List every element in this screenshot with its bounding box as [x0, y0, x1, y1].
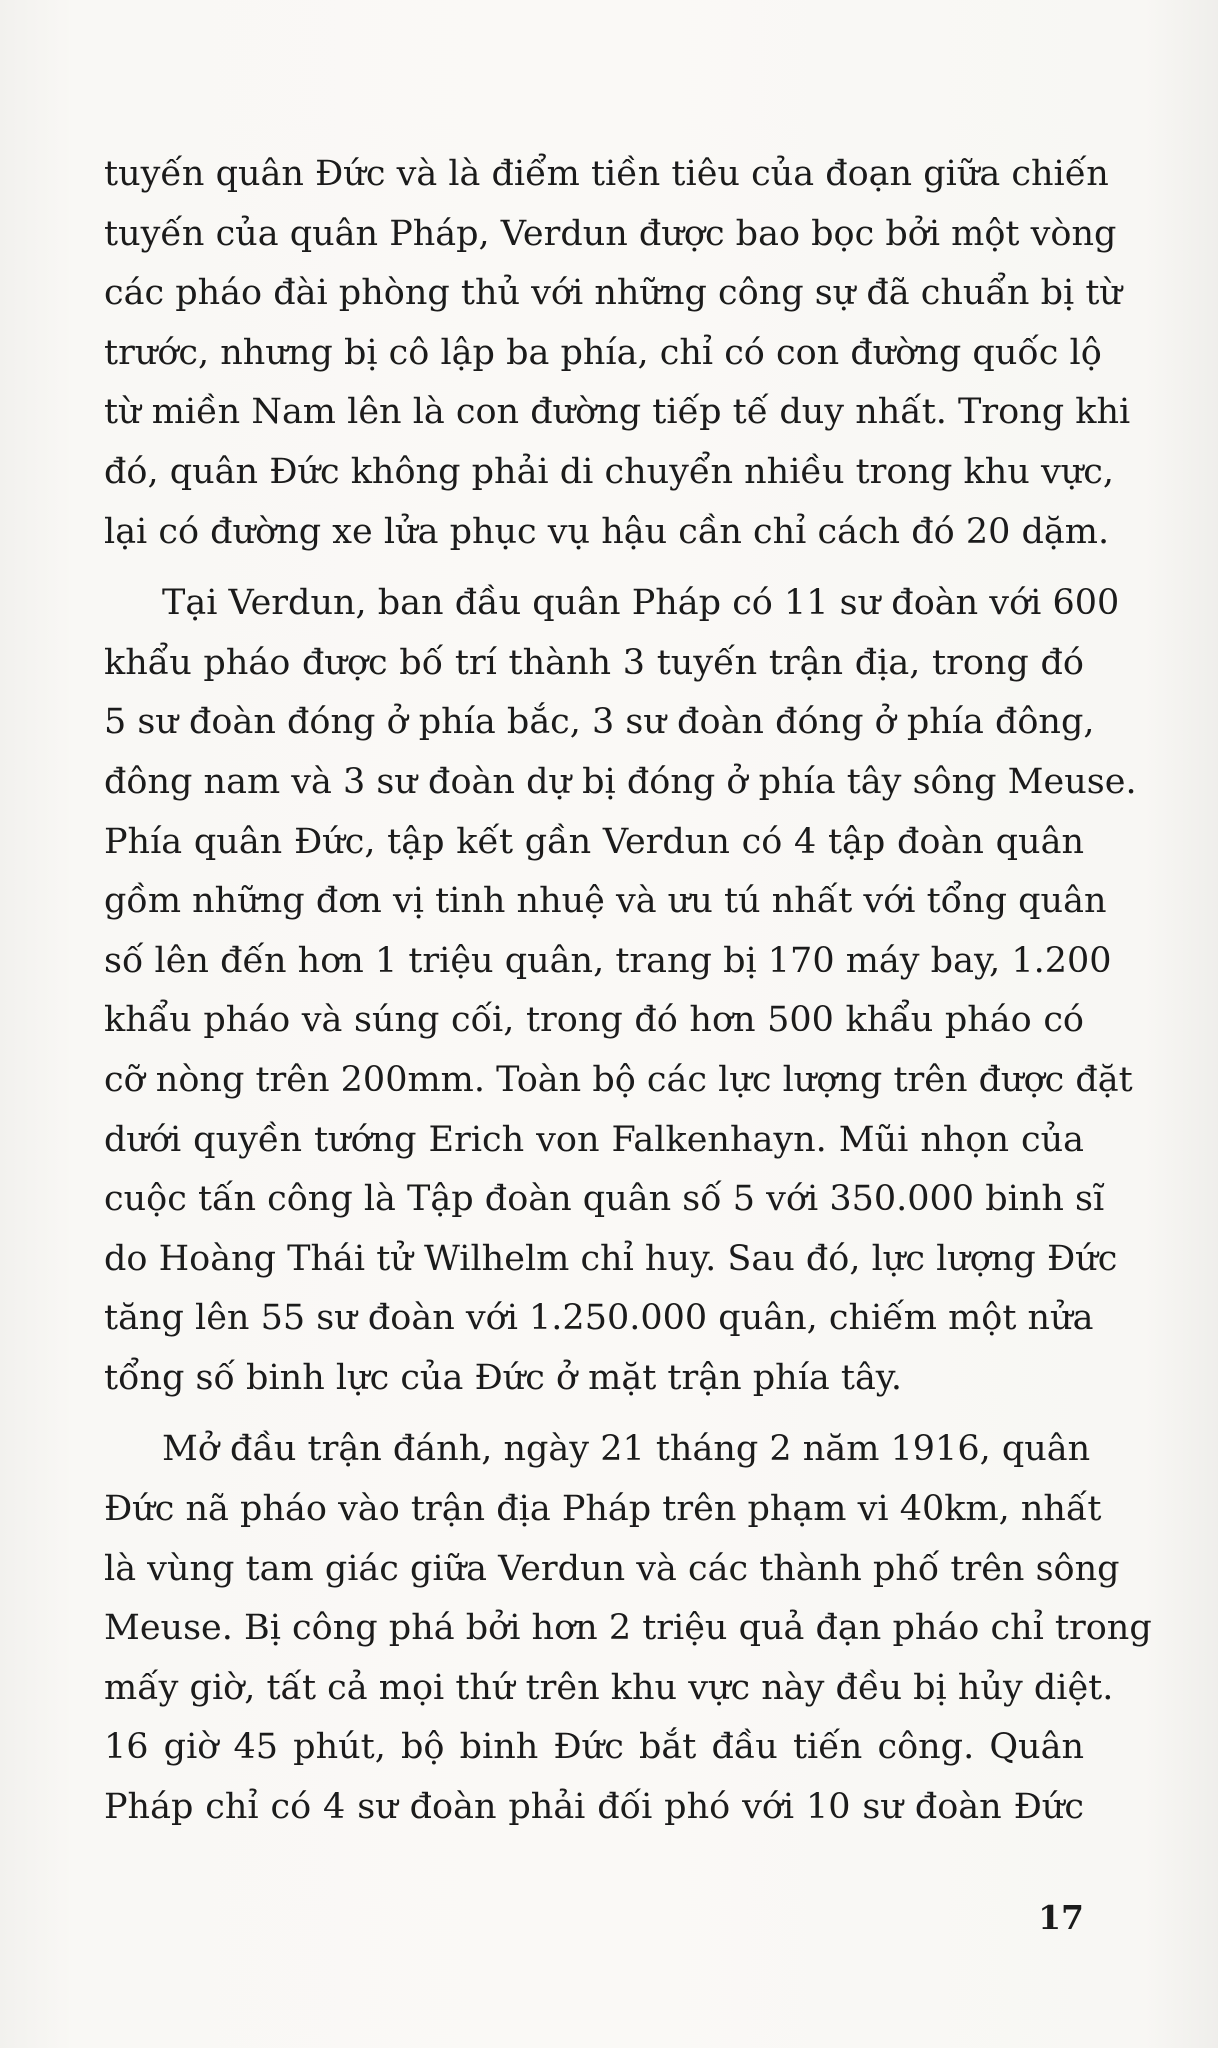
text-line: Mở đầu trận đánh, ngày 21 tháng 2 năm 1916, quân — [162, 1429, 1091, 1470]
text-line: dưới quyền tướng Erich von Falkenhayn. Mũi nhọn của — [104, 1119, 1084, 1160]
text-line: số lên đến hơn 1 triệu quân, trang bị 170 máy bay, 1.200 — [104, 940, 1112, 981]
text-line: tuyến quân Đức và là điểm tiền tiêu của đoạn giữa chiến — [104, 154, 1109, 194]
text-line: tuyến của quân Pháp, Verdun được bao bọc bởi một vòng — [104, 213, 1117, 254]
text-line: mấy giờ, tất cả mọi thứ trên khu vực này đều bị hủy diệt. — [104, 1667, 1114, 1708]
paragraph-2 — [104, 574, 1137, 1408]
text-line: 16 giờ 45 phút, bộ binh Đức bắt đầu tiến công. Quân — [104, 1727, 1084, 1768]
text-line: cuộc tấn công là Tập đoàn quân số 5 với 350.000 binh sĩ — [104, 1179, 1105, 1220]
text-line: là vùng tam giác giữa Verdun và các thành phố trên sông — [104, 1548, 1120, 1589]
text-line: Phía quân Đức, tập kết gần Verdun có 4 tập đoàn quân — [104, 821, 1084, 862]
text-line: khẩu pháo được bố trí thành 3 tuyến trận địa, trong đó — [104, 642, 1084, 683]
paragraph-1 — [104, 145, 1131, 562]
page-number: 17 — [1038, 1898, 1084, 1937]
text-line: trước, nhưng bị cô lập ba phía, chỉ có con đường quốc lộ — [104, 332, 1102, 373]
text-line: các pháo đài phòng thủ với những công sự đã chuẩn bị từ — [104, 273, 1122, 314]
text-line: từ miền Nam lên là con đường tiếp tế duy nhất. Trong khi — [104, 392, 1131, 433]
text-line: Meuse. Bị công phá bởi hơn 2 triệu quả đạn pháo chỉ trong — [104, 1608, 1152, 1649]
text-line: Tại Verdun, ban đầu quân Pháp có 11 sư đoàn với 600 — [162, 583, 1120, 624]
text-line: tăng lên 55 sư đoàn với 1.250.000 quân, chiếm một nửa — [104, 1298, 1094, 1339]
text-line: tổng số binh lực của Đức ở mặt trận phía tây. — [104, 1357, 903, 1398]
text-line: Đức nã pháo vào trận địa Pháp trên phạm vi 40km, nhất — [104, 1489, 1102, 1530]
text-line: đó, quân Đức không phải di chuyển nhiều trong khu vực, — [104, 451, 1115, 492]
text-line: Pháp chỉ có 4 sư đoàn phải đối phó với 10 sư đoàn Đức — [104, 1787, 1084, 1828]
text-line: lại có đường xe lửa phục vụ hậu cần chỉ cách đó 20 dặm. — [104, 511, 1110, 552]
text-line: gồm những đơn vị tinh nhuệ và ưu tú nhất với tổng quân — [104, 881, 1107, 922]
body-text — [104, 145, 1152, 1838]
paragraph-gap — [104, 1408, 1084, 1420]
text-line: cỡ nòng trên 200mm. Toàn bộ các lực lượng trên được đặt — [104, 1059, 1133, 1100]
text-line: 5 sư đoàn đóng ở phía bắc, 3 sư đoàn đóng ở phía đông, — [104, 702, 1095, 743]
text-line: do Hoàng Thái tử Wilhelm chỉ huy. Sau đó, lực lượng Đức — [104, 1238, 1118, 1279]
text-line: đông nam và 3 sư đoàn dự bị đóng ở phía tây sông Meuse. — [104, 761, 1137, 802]
paragraph-gap — [104, 562, 1084, 574]
paragraph-3 — [104, 1420, 1152, 1837]
text-line: khẩu pháo và súng cối, trong đó hơn 500 khẩu pháo có — [104, 1000, 1084, 1041]
